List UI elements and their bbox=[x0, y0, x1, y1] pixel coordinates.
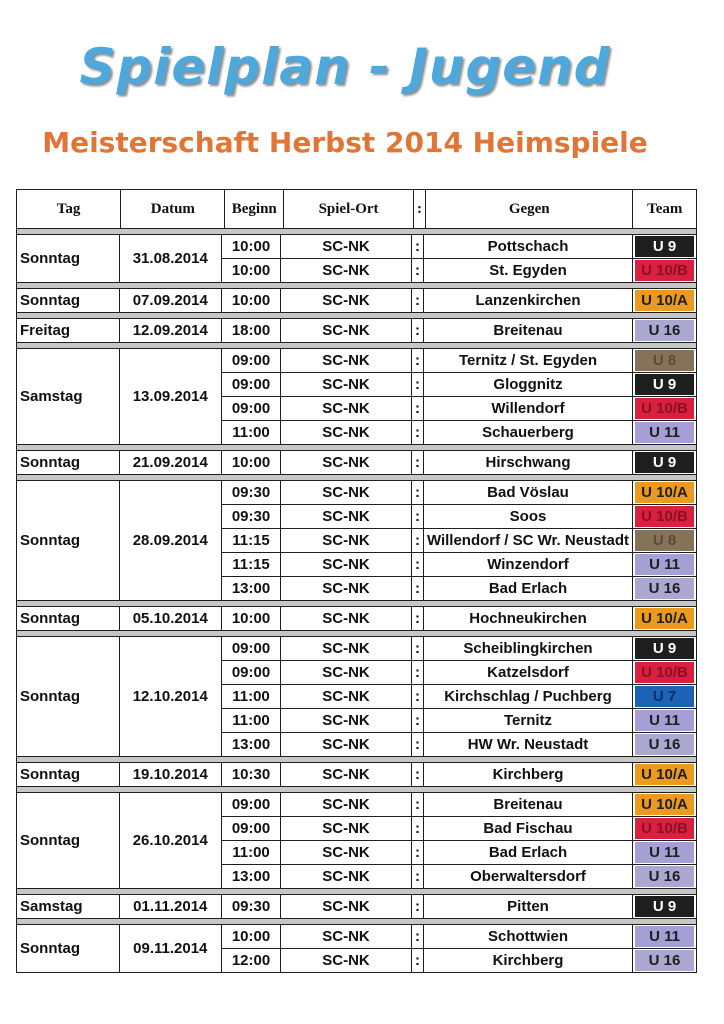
colon-cell: : bbox=[412, 709, 424, 732]
colon-cell: : bbox=[412, 349, 424, 372]
opponent-cell: Kirchberg bbox=[424, 949, 633, 972]
venue-cell: SC-NK bbox=[281, 949, 412, 972]
colon-cell: : bbox=[412, 925, 424, 948]
start-time-cell: 09:00 bbox=[222, 661, 281, 684]
schedule-table bbox=[16, 189, 697, 973]
team-badge: U 8 bbox=[635, 350, 694, 371]
team-cell bbox=[633, 373, 696, 396]
team-cell bbox=[633, 451, 696, 474]
day-cell: Samstag bbox=[17, 349, 120, 444]
team-badge: U 10/A bbox=[635, 794, 694, 815]
opponent-cell: Katzelsdorf bbox=[424, 661, 633, 684]
opponent-cell: St. Egyden bbox=[424, 259, 633, 282]
colon-cell: : bbox=[412, 481, 424, 504]
table-row bbox=[222, 451, 696, 474]
date-cell: 09.11.2014 bbox=[120, 925, 222, 972]
venue-cell: SC-NK bbox=[281, 481, 412, 504]
start-time-cell: 10:00 bbox=[222, 289, 281, 312]
table-row bbox=[222, 763, 696, 786]
day-cell: Samstag bbox=[17, 895, 120, 918]
team-badge: U 11 bbox=[635, 710, 694, 731]
venue-cell: SC-NK bbox=[281, 817, 412, 840]
table-row bbox=[222, 505, 696, 529]
day-group bbox=[17, 925, 696, 973]
colon-cell: : bbox=[412, 793, 424, 816]
start-time-cell: 13:00 bbox=[222, 577, 281, 600]
team-badge: U 11 bbox=[635, 926, 694, 947]
table-row bbox=[222, 733, 696, 756]
date-cell: 01.11.2014 bbox=[120, 895, 222, 918]
start-time-cell: 11:00 bbox=[222, 841, 281, 864]
day-cell: Sonntag bbox=[17, 763, 120, 786]
venue-cell: SC-NK bbox=[281, 397, 412, 420]
day-group bbox=[17, 235, 696, 283]
day-group bbox=[17, 451, 696, 475]
colon-cell: : bbox=[412, 397, 424, 420]
table-row bbox=[222, 481, 696, 505]
team-badge: U 7 bbox=[635, 686, 694, 707]
day-group bbox=[17, 793, 696, 889]
venue-cell: SC-NK bbox=[281, 319, 412, 342]
date-cell: 12.10.2014 bbox=[120, 637, 222, 756]
table-row bbox=[222, 529, 696, 553]
opponent-cell: Willendorf / SC Wr. Neustadt bbox=[424, 529, 633, 552]
team-badge: U 10/B bbox=[635, 662, 694, 683]
day-cell: Sonntag bbox=[17, 925, 120, 972]
team-badge: U 9 bbox=[635, 374, 694, 395]
day-group bbox=[17, 895, 696, 919]
team-badge: U 10/A bbox=[635, 482, 694, 503]
opponent-cell: Winzendorf bbox=[424, 553, 633, 576]
team-cell bbox=[633, 895, 696, 918]
venue-cell: SC-NK bbox=[281, 235, 412, 258]
opponent-cell: Bad Erlach bbox=[424, 577, 633, 600]
table-row bbox=[222, 319, 696, 342]
day-group bbox=[17, 289, 696, 313]
opponent-cell: Breitenau bbox=[424, 319, 633, 342]
header-colon: : bbox=[414, 190, 426, 228]
venue-cell: SC-NK bbox=[281, 505, 412, 528]
header-spiel-ort: Spiel-Ort bbox=[284, 190, 414, 228]
venue-cell: SC-NK bbox=[281, 925, 412, 948]
header-tag: Tag bbox=[17, 190, 121, 228]
start-time-cell: 10:00 bbox=[222, 925, 281, 948]
game-rows bbox=[222, 925, 696, 972]
start-time-cell: 09:00 bbox=[222, 349, 281, 372]
opponent-cell: Pottschach bbox=[424, 235, 633, 258]
day-cell: Sonntag bbox=[17, 481, 120, 600]
venue-cell: SC-NK bbox=[281, 895, 412, 918]
colon-cell: : bbox=[412, 685, 424, 708]
opponent-cell: Gloggnitz bbox=[424, 373, 633, 396]
team-badge: U 10/B bbox=[635, 260, 694, 281]
colon-cell: : bbox=[412, 733, 424, 756]
table-header bbox=[17, 190, 696, 229]
table-row bbox=[222, 793, 696, 817]
venue-cell: SC-NK bbox=[281, 289, 412, 312]
start-time-cell: 10:00 bbox=[222, 451, 281, 474]
team-cell bbox=[633, 763, 696, 786]
table-row bbox=[222, 895, 696, 918]
team-cell bbox=[633, 865, 696, 888]
day-group bbox=[17, 481, 696, 601]
colon-cell: : bbox=[412, 289, 424, 312]
start-time-cell: 13:00 bbox=[222, 733, 281, 756]
colon-cell: : bbox=[412, 235, 424, 258]
schedule-body bbox=[17, 229, 696, 973]
team-cell bbox=[633, 577, 696, 600]
table-row bbox=[222, 949, 696, 972]
team-badge: U 11 bbox=[635, 554, 694, 575]
team-badge: U 9 bbox=[635, 638, 694, 659]
start-time-cell: 18:00 bbox=[222, 319, 281, 342]
venue-cell: SC-NK bbox=[281, 349, 412, 372]
venue-cell: SC-NK bbox=[281, 733, 412, 756]
team-cell bbox=[633, 553, 696, 576]
opponent-cell: Soos bbox=[424, 505, 633, 528]
start-time-cell: 09:30 bbox=[222, 895, 281, 918]
date-cell: 26.10.2014 bbox=[120, 793, 222, 888]
start-time-cell: 13:00 bbox=[222, 865, 281, 888]
opponent-cell: Willendorf bbox=[424, 397, 633, 420]
team-badge: U 10/A bbox=[635, 290, 694, 311]
venue-cell: SC-NK bbox=[281, 793, 412, 816]
team-cell bbox=[633, 421, 696, 444]
table-row bbox=[222, 289, 696, 312]
venue-cell: SC-NK bbox=[281, 451, 412, 474]
game-rows bbox=[222, 451, 696, 474]
day-group bbox=[17, 349, 696, 445]
game-rows bbox=[222, 235, 696, 282]
start-time-cell: 09:00 bbox=[222, 373, 281, 396]
colon-cell: : bbox=[412, 259, 424, 282]
colon-cell: : bbox=[412, 661, 424, 684]
opponent-cell: Breitenau bbox=[424, 793, 633, 816]
header-datum: Datum bbox=[121, 190, 225, 228]
venue-cell: SC-NK bbox=[281, 607, 412, 630]
team-badge: U 10/B bbox=[635, 818, 694, 839]
colon-cell: : bbox=[412, 841, 424, 864]
date-cell: 28.09.2014 bbox=[120, 481, 222, 600]
venue-cell: SC-NK bbox=[281, 661, 412, 684]
colon-cell: : bbox=[412, 607, 424, 630]
colon-cell: : bbox=[412, 895, 424, 918]
venue-cell: SC-NK bbox=[281, 637, 412, 660]
table-row bbox=[222, 373, 696, 397]
game-rows bbox=[222, 481, 696, 600]
opponent-cell: Bad Fischau bbox=[424, 817, 633, 840]
start-time-cell: 09:30 bbox=[222, 505, 281, 528]
page-title: Spielplan - Jugend bbox=[79, 38, 611, 96]
colon-cell: : bbox=[412, 763, 424, 786]
day-cell: Sonntag bbox=[17, 607, 120, 630]
table-row bbox=[222, 841, 696, 865]
venue-cell: SC-NK bbox=[281, 865, 412, 888]
team-cell bbox=[633, 949, 696, 972]
opponent-cell: Schauerberg bbox=[424, 421, 633, 444]
colon-cell: : bbox=[412, 505, 424, 528]
colon-cell: : bbox=[412, 529, 424, 552]
table-row bbox=[222, 553, 696, 577]
team-badge: U 16 bbox=[635, 578, 694, 599]
game-rows bbox=[222, 319, 696, 342]
start-time-cell: 11:15 bbox=[222, 529, 281, 552]
start-time-cell: 10:00 bbox=[222, 607, 281, 630]
team-cell bbox=[633, 793, 696, 816]
team-cell bbox=[633, 529, 696, 552]
table-row bbox=[222, 661, 696, 685]
venue-cell: SC-NK bbox=[281, 763, 412, 786]
team-cell bbox=[633, 709, 696, 732]
venue-cell: SC-NK bbox=[281, 259, 412, 282]
start-time-cell: 10:30 bbox=[222, 763, 281, 786]
page-subtitle: Meisterschaft Herbst 2014 Heimspiele bbox=[42, 126, 648, 159]
team-badge: U 16 bbox=[635, 734, 694, 755]
table-row bbox=[222, 709, 696, 733]
opponent-cell: Bad Erlach bbox=[424, 841, 633, 864]
team-cell bbox=[633, 289, 696, 312]
team-cell bbox=[633, 817, 696, 840]
game-rows bbox=[222, 895, 696, 918]
team-cell bbox=[633, 925, 696, 948]
venue-cell: SC-NK bbox=[281, 685, 412, 708]
colon-cell: : bbox=[412, 637, 424, 660]
colon-cell: : bbox=[412, 817, 424, 840]
table-row bbox=[222, 685, 696, 709]
opponent-cell: Kirchschlag / Puchberg bbox=[424, 685, 633, 708]
venue-cell: SC-NK bbox=[281, 529, 412, 552]
team-badge: U 9 bbox=[635, 452, 694, 473]
team-badge: U 16 bbox=[635, 320, 694, 341]
day-group bbox=[17, 607, 696, 631]
game-rows bbox=[222, 793, 696, 888]
colon-cell: : bbox=[412, 577, 424, 600]
team-badge: U 11 bbox=[635, 422, 694, 443]
start-time-cell: 11:15 bbox=[222, 553, 281, 576]
team-badge: U 16 bbox=[635, 950, 694, 971]
start-time-cell: 09:00 bbox=[222, 817, 281, 840]
date-cell: 07.09.2014 bbox=[120, 289, 222, 312]
opponent-cell: HW Wr. Neustadt bbox=[424, 733, 633, 756]
opponent-cell: Ternitz / St. Egyden bbox=[424, 349, 633, 372]
opponent-cell: Ternitz bbox=[424, 709, 633, 732]
table-row bbox=[222, 577, 696, 600]
header-gegen: Gegen bbox=[426, 190, 633, 228]
start-time-cell: 11:00 bbox=[222, 685, 281, 708]
start-time-cell: 10:00 bbox=[222, 259, 281, 282]
day-cell: Sonntag bbox=[17, 793, 120, 888]
team-badge: U 11 bbox=[635, 842, 694, 863]
opponent-cell: Bad Vöslau bbox=[424, 481, 633, 504]
game-rows bbox=[222, 763, 696, 786]
team-cell bbox=[633, 607, 696, 630]
team-cell bbox=[633, 661, 696, 684]
table-row bbox=[222, 817, 696, 841]
day-cell: Freitag bbox=[17, 319, 120, 342]
team-badge: U 10/A bbox=[635, 608, 694, 629]
team-badge: U 16 bbox=[635, 866, 694, 887]
team-cell bbox=[633, 235, 696, 258]
team-badge: U 10/A bbox=[635, 764, 694, 785]
date-cell: 21.09.2014 bbox=[120, 451, 222, 474]
table-row bbox=[222, 397, 696, 421]
start-time-cell: 09:30 bbox=[222, 481, 281, 504]
colon-cell: : bbox=[412, 319, 424, 342]
date-cell: 19.10.2014 bbox=[120, 763, 222, 786]
start-time-cell: 09:00 bbox=[222, 397, 281, 420]
date-cell: 05.10.2014 bbox=[120, 607, 222, 630]
venue-cell: SC-NK bbox=[281, 841, 412, 864]
date-cell: 31.08.2014 bbox=[120, 235, 222, 282]
opponent-cell: Hirschwang bbox=[424, 451, 633, 474]
table-row bbox=[222, 865, 696, 888]
team-badge: U 10/B bbox=[635, 506, 694, 527]
opponent-cell: Scheiblingkirchen bbox=[424, 637, 633, 660]
team-badge: U 8 bbox=[635, 530, 694, 551]
table-row bbox=[222, 235, 696, 259]
team-cell bbox=[633, 319, 696, 342]
team-cell bbox=[633, 733, 696, 756]
table-row bbox=[222, 259, 696, 282]
start-time-cell: 11:00 bbox=[222, 709, 281, 732]
start-time-cell: 10:00 bbox=[222, 235, 281, 258]
game-rows bbox=[222, 349, 696, 444]
day-cell: Sonntag bbox=[17, 235, 120, 282]
table-row bbox=[222, 637, 696, 661]
venue-cell: SC-NK bbox=[281, 421, 412, 444]
team-badge: U 10/B bbox=[635, 398, 694, 419]
colon-cell: : bbox=[412, 865, 424, 888]
table-row bbox=[222, 607, 696, 630]
team-cell bbox=[633, 685, 696, 708]
colon-cell: : bbox=[412, 421, 424, 444]
team-badge: U 9 bbox=[635, 896, 694, 917]
start-time-cell: 09:00 bbox=[222, 637, 281, 660]
opponent-cell: Pitten bbox=[424, 895, 633, 918]
colon-cell: : bbox=[412, 373, 424, 396]
start-time-cell: 09:00 bbox=[222, 793, 281, 816]
colon-cell: : bbox=[412, 553, 424, 576]
team-cell bbox=[633, 259, 696, 282]
venue-cell: SC-NK bbox=[281, 373, 412, 396]
date-cell: 13.09.2014 bbox=[120, 349, 222, 444]
team-badge: U 9 bbox=[635, 236, 694, 257]
start-time-cell: 11:00 bbox=[222, 421, 281, 444]
game-rows bbox=[222, 607, 696, 630]
colon-cell: : bbox=[412, 949, 424, 972]
start-time-cell: 12:00 bbox=[222, 949, 281, 972]
team-cell bbox=[633, 841, 696, 864]
game-rows bbox=[222, 289, 696, 312]
table-row bbox=[222, 925, 696, 949]
team-cell bbox=[633, 349, 696, 372]
team-cell bbox=[633, 481, 696, 504]
colon-cell: : bbox=[412, 451, 424, 474]
date-cell: 12.09.2014 bbox=[120, 319, 222, 342]
day-group bbox=[17, 637, 696, 757]
table-row bbox=[222, 421, 696, 444]
day-cell: Sonntag bbox=[17, 289, 120, 312]
venue-cell: SC-NK bbox=[281, 577, 412, 600]
venue-cell: SC-NK bbox=[281, 553, 412, 576]
header-team: Team bbox=[647, 200, 683, 217]
game-rows bbox=[222, 637, 696, 756]
day-cell: Sonntag bbox=[17, 637, 120, 756]
day-cell: Sonntag bbox=[17, 451, 120, 474]
team-cell bbox=[633, 505, 696, 528]
opponent-cell: Lanzenkirchen bbox=[424, 289, 633, 312]
team-cell bbox=[633, 397, 696, 420]
opponent-cell: Schottwien bbox=[424, 925, 633, 948]
table-row bbox=[222, 349, 696, 373]
header-beginn: Beginn bbox=[225, 190, 284, 228]
opponent-cell: Hochneukirchen bbox=[424, 607, 633, 630]
venue-cell: SC-NK bbox=[281, 709, 412, 732]
opponent-cell: Oberwaltersdorf bbox=[424, 865, 633, 888]
day-group bbox=[17, 763, 696, 787]
team-cell bbox=[633, 637, 696, 660]
day-group bbox=[17, 319, 696, 343]
opponent-cell: Kirchberg bbox=[424, 763, 633, 786]
